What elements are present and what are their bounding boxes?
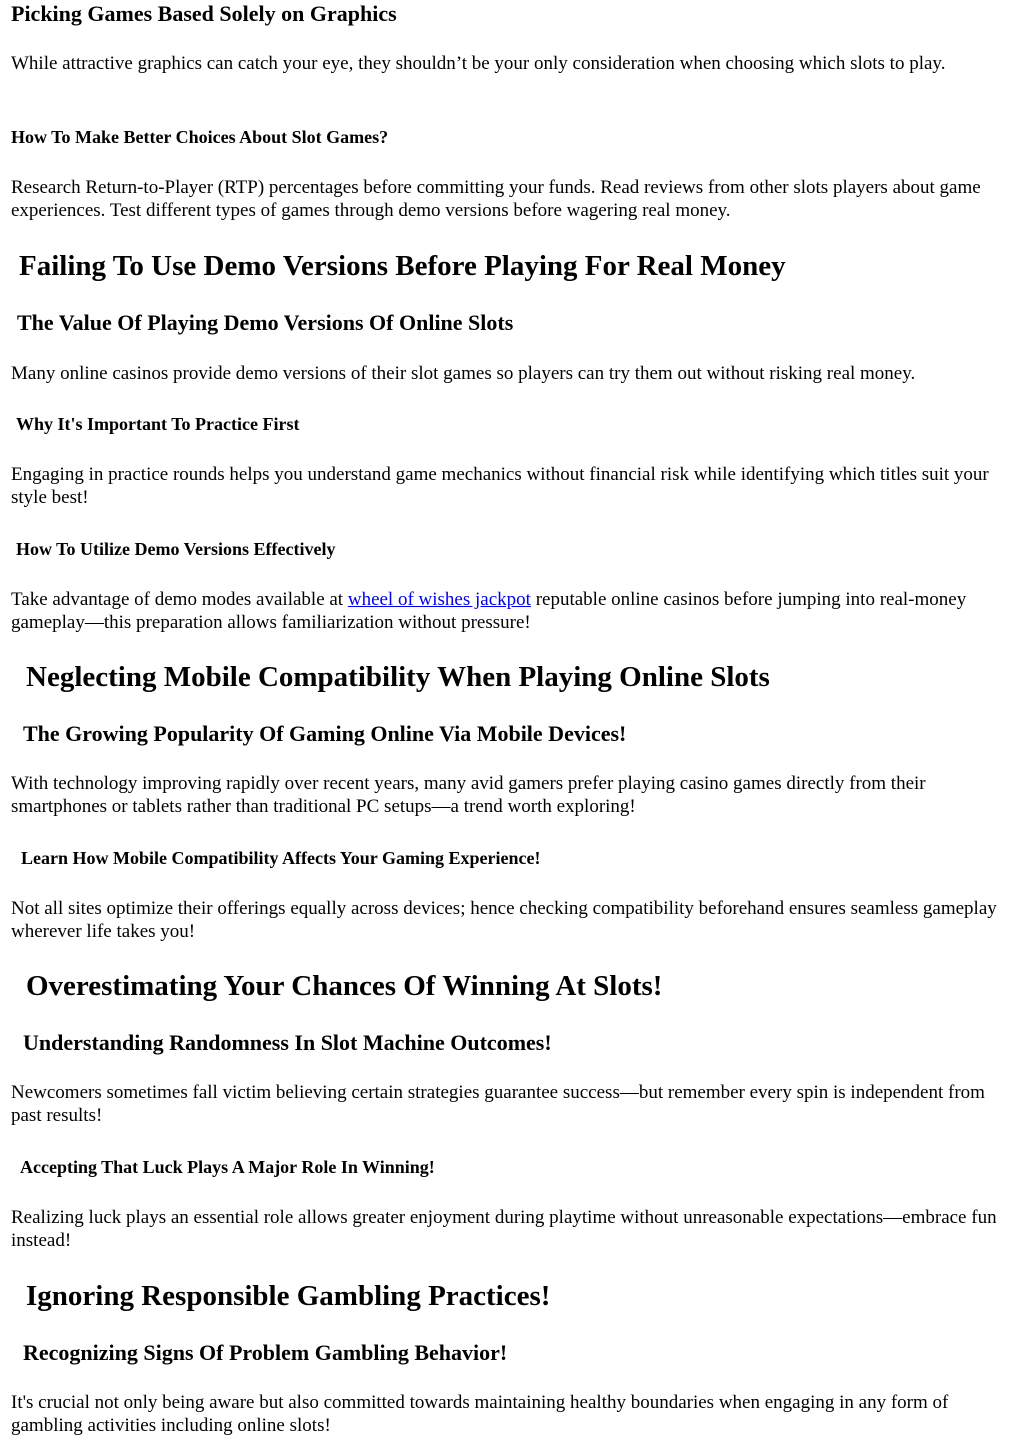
subheading-mobile-popularity: The Growing Popularity Of Gaming Online Via Mobile Devices! [23, 721, 627, 746]
subheading-problem-gambling: Recognizing Signs Of Problem Gambling Behavior! [23, 1340, 508, 1365]
subheading-randomness: Understanding Randomness In Slot Machine Outcomes! [23, 1030, 552, 1055]
paragraph-text-before-link: Take advantage of demo modes available at [11, 589, 348, 610]
subheading-better-choices: How To Make Better Choices About Slot Games? [11, 127, 389, 147]
wheel-of-wishes-jackpot-link[interactable]: wheel of wishes jackpot [347, 589, 531, 610]
paragraph-better-choices: Research Return-to-Player (RTP) percentages before committing your funds. Read reviews from other slots players about game experiences. Test different types of games through demo versions before wagering real money. [11, 177, 981, 221]
paragraph-utilize-demo [11, 588, 1016, 634]
paragraph-value-of-demo: Many online casinos provide demo versions of their slot games so players can try them out without risking real money. [11, 363, 916, 384]
subheading-luck: Accepting That Luck Plays A Major Role In Winning! [20, 1157, 435, 1177]
subheading-utilize-demo: How To Utilize Demo Versions Effectively [16, 539, 336, 559]
paragraph-luck: Realizing luck plays an essential role allows greater enjoyment during playtime without unreasonable expectations—embrace fun instead! [11, 1207, 997, 1251]
section-heading-responsible-gambling: Ignoring Responsible Gambling Practices! [26, 1280, 551, 1312]
paragraph-mobile-experience: Not all sites optimize their offerings equally across devices; hence checking compatibility beforehand ensures seamless gameplay wherever life takes you! [11, 898, 997, 942]
section-heading-chances-of-winning: Overestimating Your Chances Of Winning At Slots! [26, 970, 663, 1002]
subheading-value-of-demo: The Value Of Playing Demo Versions Of Online Slots [17, 310, 514, 335]
section-heading-mobile-compatibility: Neglecting Mobile Compatibility When Playing Online Slots [26, 661, 770, 693]
paragraph-randomness: Newcomers sometimes fall victim believing certain strategies guarantee success—but remember every spin is independent from past results! [11, 1082, 985, 1126]
paragraph-problem-gambling: It's crucial not only being aware but also committed towards maintaining healthy boundaries when engaging in any form of gambling activities including online slots! [11, 1392, 949, 1436]
paragraph-practice-first: Engaging in practice rounds helps you understand game mechanics without financial risk while identifying which titles suit your style best! [11, 464, 989, 508]
paragraph-mobile-popularity: With technology improving rapidly over recent years, many avid gamers prefer playing casino games directly from their smartphones or tablets rather than traditional PC setups—a trend worth exploring! [11, 773, 926, 817]
paragraph-text-after-link: reputable online casinos before jumping into real-money gameplay—this preparation allows familiarization without pressure! [11, 589, 967, 633]
subheading-practice-first: Why It's Important To Practice First [16, 414, 300, 434]
section-heading-graphics: Picking Games Based Solely on Graphics [11, 1, 397, 26]
subheading-mobile-experience: Learn How Mobile Compatibility Affects Your Gaming Experience! [21, 848, 541, 868]
section-heading-demo-versions: Failing To Use Demo Versions Before Playing For Real Money [19, 250, 786, 282]
paragraph-graphics: While attractive graphics can catch your eye, they shouldn’t be your only consideration when choosing which slots to play. [11, 53, 946, 74]
